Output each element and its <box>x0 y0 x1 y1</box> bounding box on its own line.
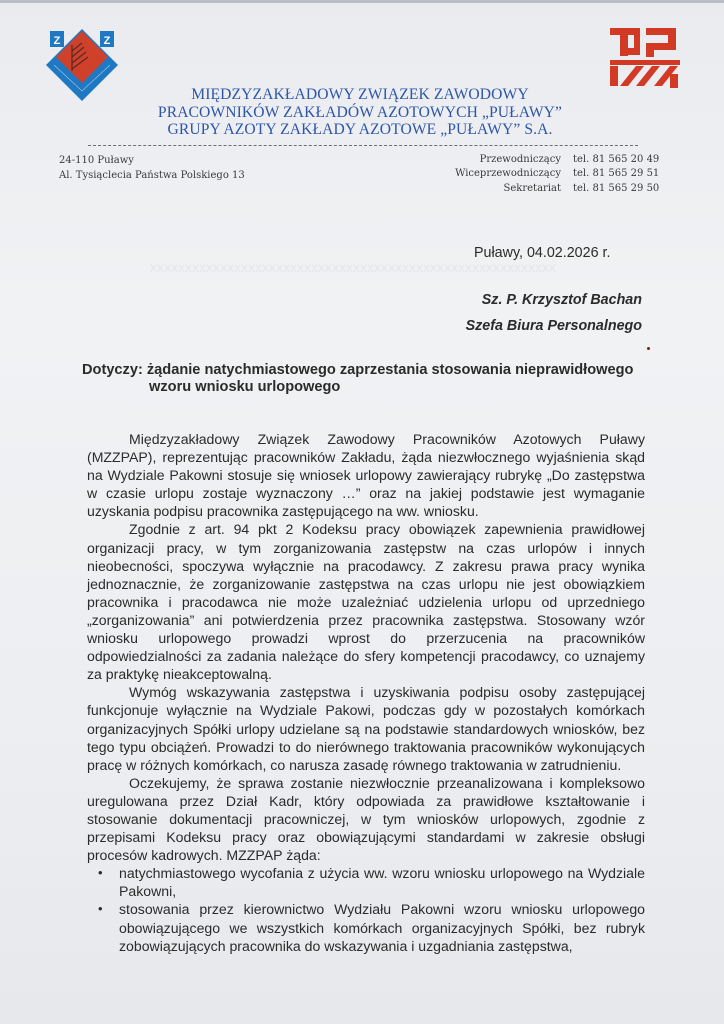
address-line-2: Al. Tysiąclecia Państwa Polskiego 13 <box>59 169 245 181</box>
contact-row <box>440 167 670 181</box>
letter-body <box>87 430 645 955</box>
contact-row <box>440 182 670 196</box>
body-paragraph: Wymóg wskazywania zastępstwa i uzyskiwania podpisu osoby zastępującej funkcjonuje wyłącznie na Wydziale Pakowi, podczas gdy w pozostałych komórkach organizacyjnych Spółki urlopy udzielane są na podstawie standardowych wniosków, bez tego typu obciążeń. Prowadzi to do nierównego traktowania pracowników wykonujących pracę w różnych komórkach, co narusza zasadę równego traktowania w zatrudnieniu. <box>87 684 645 773</box>
union-logo <box>42 25 122 101</box>
org-title-line-3: GRUPY AZOTY ZAKŁADY AZOTOWE „PUŁAWY” S.A. <box>167 121 553 138</box>
postal-address <box>59 154 245 183</box>
recipient-name: Sz. P. Krzysztof Bachan <box>481 292 642 308</box>
recipient-block <box>466 287 642 339</box>
body-paragraph: Oczekujemy, że sprawa zostanie niezwłocznie przeanalizowana i kompleksowo uregulowana przez Dział Kadr, który odpowiada za prawidłowe kształtowanie i stosowanie dokumentacji pracowniczej, w tym wniosków urlopowych, zgodnie z przepisami Kodeksu pracy oraz obowiązującymi standardami w zakresie obsługi procesów kadrowych. MZZPAP żąda: <box>87 774 645 864</box>
zap-monogram-logo-icon <box>606 26 686 94</box>
contact-phone: tel. 81 565 20 49 <box>573 154 660 165</box>
letterhead-divider <box>88 145 638 146</box>
svg-text:Z: Z <box>53 35 61 47</box>
letter-subject <box>82 362 682 396</box>
contact-phone: tel. 81 565 29 51 <box>573 168 660 180</box>
demands-list <box>87 864 645 954</box>
contact-list <box>440 153 670 196</box>
org-title-line-1: MIĘDZYZAKŁADOWY ZWIĄZEK ZAWODOWY <box>191 86 529 103</box>
letter-date: Puławy, 04.02.2026 r. <box>474 245 611 261</box>
organization-title <box>130 86 590 139</box>
union-diamond-logo-icon <box>42 25 122 101</box>
contact-role: Sekretariat <box>503 182 561 194</box>
body-paragraph: Zgodnie z art. 94 pkt 2 Kodeksu pracy obowiązek zapewnienia prawidłowej organizacji pracy, w tym zorganizowania zastępstw na czas urlopów i innych nieobecności, spoczywa wyłącznie na pracodawcy. Z zakresu prawa pracy wynika jednoznacznie, że zorganizowanie zastępstwa na czas urlopu nie jest obowiązkiem pracownika i pracodawca nie może uzależniać udzielenia urlopu od uprzedniego „zorganizowania” ani potwierdzenia przez pracownika zastępstwa. Stosowany wzór wniosku urlopowego prowadzi wprost do przerzucenia na pracowników odpowiedzialności za zadania należące do sfery kompetencji pracodawcy, co uznajemy za praktykę nieakceptowalną. <box>87 521 645 683</box>
demand-item: • stosowania przez kierownictwo Wydziału Pakowni wzoru wniosku urlopowego obowiązującego we wszystkich komórkach organizacyjnych Spółki, bez rubryk zobowiązujących pracownika do wskazywania i uzgadniania zastępstwa, <box>87 900 645 954</box>
contact-phone: tel. 81 565 29 50 <box>573 182 660 194</box>
ink-speck <box>647 347 650 350</box>
body-paragraph: Międzyzakładowy Związek Zawodowy Pracowników Azotowych Puławy (MZZPAP), reprezentując pracowników Zakładu, żąda niezwłocznego wyjaśnienia skąd na Wydziale Pakowni stosuje się wniosek urlopowy zawierający rubrykę „Do zastępstwa w czasie urlopu zostaje wyznaczony …” oraz na jakiej podstawie jest wymaganie uzyskania podpisu pracownika zastępującego na ww. wniosku. <box>87 431 645 520</box>
org-title-line-2: PRACOWNIKÓW ZAKŁADÓW AZOTOWYCH „PUŁAWY” <box>157 103 563 121</box>
subject-line-2: wzoru wniosku urlopowego <box>149 379 341 395</box>
recipient-title: Szefa Biura Personalnego <box>465 318 642 334</box>
scan-top-edge <box>0 0 724 3</box>
subject-line-1: Dotyczy: żądanie natychmiastowego zaprzestania stosowania nieprawidłowego <box>82 362 634 378</box>
zap-monogram-logo <box>606 26 686 94</box>
demand-item: • natychmiastowego wycofania z użycia ww. wzoru wniosku urlopowego na Wydziale Pakowni, <box>87 864 645 900</box>
contact-role: Przewodniczący <box>479 154 561 165</box>
svg-text:Z: Z <box>103 35 111 47</box>
contact-row <box>440 153 670 167</box>
contact-role: Wiceprzewodniczący <box>455 168 561 180</box>
show-through-text: xxxxxxxxxxxxxxxxxxxxxxxxxxxxxxxxxxxxxxxxxxxxxxxxxxxxxxxxxx <box>150 259 556 275</box>
address-line-1: 24-110 Puławy <box>59 155 134 166</box>
